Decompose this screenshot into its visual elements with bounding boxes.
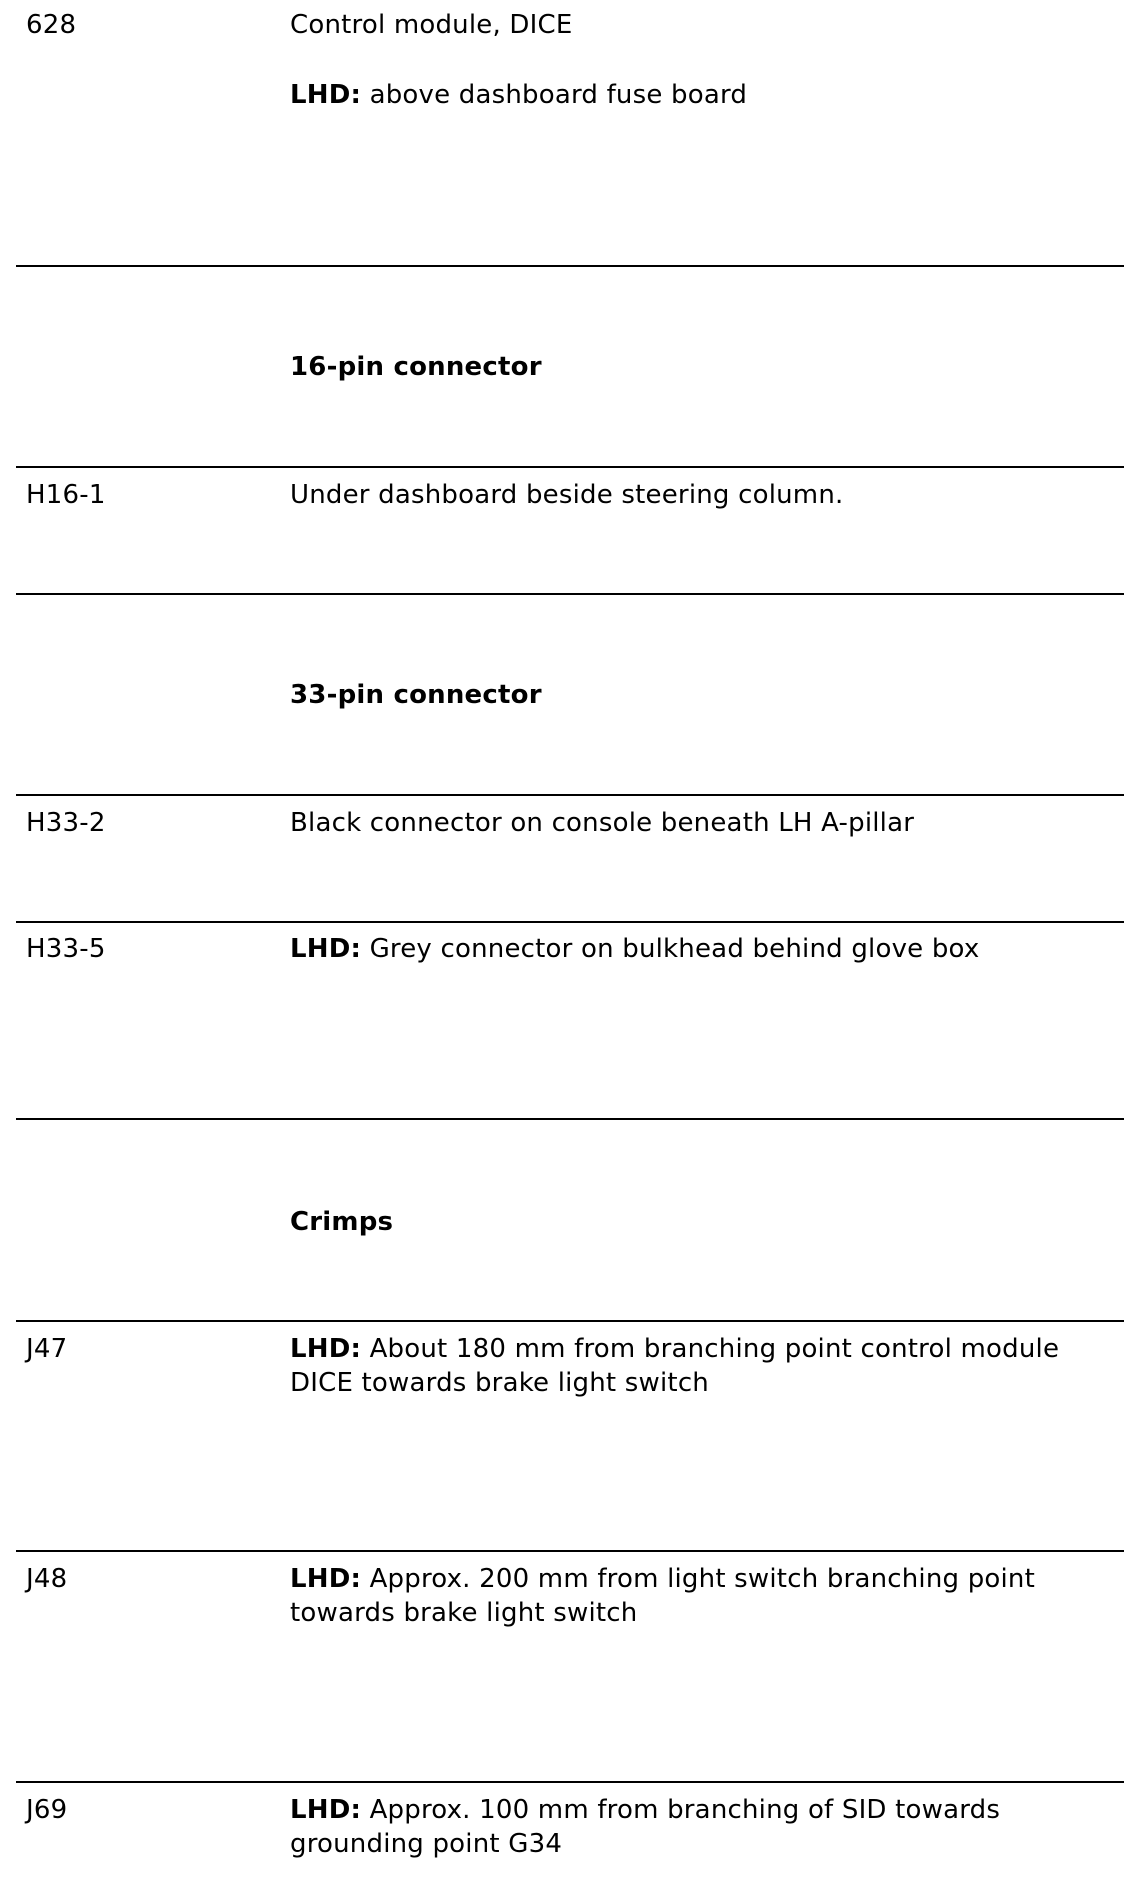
connector-location-h16-1: Under dashboard beside steering column. xyxy=(290,480,844,510)
divider xyxy=(16,1320,1124,1322)
component-code-628: 628 xyxy=(26,10,77,40)
section-heading-crimps: Crimps xyxy=(290,1207,394,1237)
location-text: Approx. 100 mm from branching of SID towards xyxy=(361,1795,1001,1825)
crimp-location-j48-line1 xyxy=(290,1562,1035,1596)
divider xyxy=(16,1550,1124,1552)
lhd-label: LHD: xyxy=(290,1564,362,1594)
crimp-code-j47: J47 xyxy=(26,1334,68,1364)
lhd-label: LHD: xyxy=(290,1795,362,1825)
section-heading-16-pin: 16-pin connector xyxy=(290,352,542,382)
component-title-628: Control module, DICE xyxy=(290,10,573,40)
divider xyxy=(16,593,1124,595)
lhd-label: LHD: xyxy=(290,934,362,964)
crimp-code-j48: J48 xyxy=(26,1564,68,1594)
location-text: About 180 mm from branching point control module xyxy=(361,1334,1060,1364)
location-text: Grey connector on bulkhead behind glove box xyxy=(361,934,980,964)
crimp-location-j69-line1 xyxy=(290,1793,1000,1827)
crimp-location-j69-line2: grounding point G34 xyxy=(290,1829,563,1859)
connector-location-h33-5 xyxy=(290,932,979,966)
component-location-628 xyxy=(290,78,747,112)
lhd-label: LHD: xyxy=(290,80,362,110)
lhd-label: LHD: xyxy=(290,1334,362,1364)
crimp-location-j47-line2: DICE towards brake light switch xyxy=(290,1368,709,1398)
divider xyxy=(16,794,1124,796)
location-text: above dashboard fuse board xyxy=(361,80,748,110)
connector-code-h33-2: H33-2 xyxy=(26,808,106,838)
location-text: Approx. 200 mm from light switch branching point xyxy=(361,1564,1036,1594)
crimp-location-j47-line1 xyxy=(290,1332,1059,1366)
crimp-code-j69: J69 xyxy=(26,1795,68,1825)
divider xyxy=(16,1118,1124,1120)
section-heading-33-pin: 33-pin connector xyxy=(290,680,542,710)
connector-location-h33-2: Black connector on console beneath LH A-pillar xyxy=(290,808,915,838)
crimp-location-j48-line2: towards brake light switch xyxy=(290,1598,638,1628)
divider xyxy=(16,921,1124,923)
connector-code-h33-5: H33-5 xyxy=(26,934,106,964)
divider xyxy=(16,1781,1124,1783)
divider xyxy=(16,265,1124,267)
divider xyxy=(16,466,1124,468)
connector-code-h16-1: H16-1 xyxy=(26,480,106,510)
